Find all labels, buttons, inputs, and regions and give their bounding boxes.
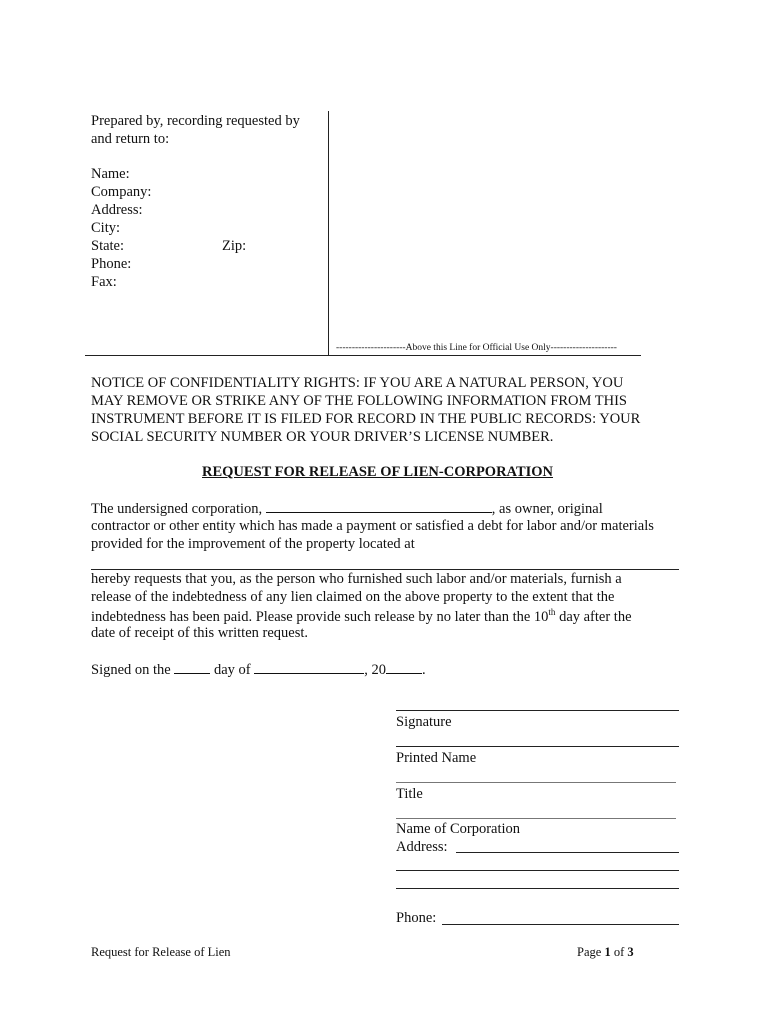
- signed-on-line: [91, 661, 426, 679]
- notice-line1: NOTICE OF CONFIDENTIALITY RIGHTS: IF YOU ARE A NATURAL PERSON, YOU: [91, 375, 624, 391]
- document-title: REQUEST FOR RELEASE OF LIEN-CORPORATION: [202, 464, 554, 480]
- footer-page-num: 1: [604, 945, 611, 959]
- footer-page-total: 3: [627, 945, 634, 959]
- sig-address-label: Address:: [396, 839, 448, 855]
- footer-left: Request for Release of Lien: [91, 945, 231, 959]
- day-blank[interactable]: [174, 661, 210, 674]
- sig-address-line1[interactable]: [456, 852, 679, 853]
- body-p2-line3-a: indebtedness has been paid. Please provide such release by no later than the 10: [91, 608, 549, 625]
- printed-name-line[interactable]: [396, 746, 679, 747]
- body-p1-start: The undersigned corporation,: [91, 501, 263, 517]
- property-location-blank[interactable]: [91, 569, 679, 570]
- signed-end: .: [422, 662, 426, 678]
- body-p2-line1: hereby requests that you, as the person who furnished such labor and/or materials, furnish a: [91, 571, 622, 587]
- prepared-by-line1: Prepared by, recording requested by: [91, 113, 300, 129]
- sig-phone-line[interactable]: [442, 924, 679, 925]
- signed-day-of: day of: [214, 662, 251, 678]
- corporation-label: Name of Corporation: [396, 821, 521, 837]
- body-p2-line4: date of receipt of this written request.: [91, 625, 309, 641]
- body-p1-after-blank: , as owner, original: [491, 501, 603, 517]
- body-p1-line3: provided for the improvement of the property located at: [91, 536, 415, 552]
- address-label: Address:: [91, 202, 143, 218]
- prepared-by-line2: and return to:: [91, 131, 170, 147]
- footer-page-of: of: [610, 945, 628, 959]
- body-p1-line2: contractor or other entity which has made a payment or satisfied a debt for labor and/or materials: [91, 518, 654, 534]
- body-p1-line1: [91, 500, 603, 518]
- signature-line[interactable]: [396, 710, 679, 711]
- body-p2-line3: [91, 607, 632, 626]
- footer-page: [577, 945, 634, 960]
- title-label: Title: [396, 786, 423, 802]
- month-blank[interactable]: [254, 661, 364, 674]
- name-label: Name:: [91, 166, 130, 182]
- corporation-line[interactable]: [396, 818, 676, 819]
- official-use-note: ----------------------Above this Line for Official Use Only---------------------: [336, 343, 617, 353]
- corporation-name-blank[interactable]: [266, 500, 492, 513]
- body-p2-line3-sup: th: [548, 607, 556, 617]
- signature-label: Signature: [396, 714, 452, 730]
- sig-address-line3[interactable]: [396, 888, 679, 889]
- year-blank[interactable]: [386, 661, 422, 674]
- footer-page-prefix: Page: [577, 945, 605, 959]
- header-divider: [328, 111, 329, 355]
- city-label: City:: [91, 220, 121, 236]
- title-line[interactable]: [396, 782, 676, 783]
- printed-name-label: Printed Name: [396, 750, 477, 766]
- fax-label: Fax:: [91, 274, 117, 290]
- signed-year-prefix: , 20: [364, 662, 387, 678]
- state-label: State:: [91, 238, 125, 254]
- body-p2-line3-b: day after the: [555, 608, 632, 625]
- notice-line4: SOCIAL SECURITY NUMBER OR YOUR DRIVER’S LICENSE NUMBER.: [91, 429, 554, 445]
- zip-label: Zip:: [222, 238, 247, 254]
- signed-prefix: Signed on the: [91, 662, 171, 678]
- sig-phone-label: Phone:: [396, 910, 437, 926]
- body-p2-line2: release of the indebtedness of any lien claimed on the above property to the extent that the: [91, 589, 615, 605]
- sig-address-line2[interactable]: [396, 870, 679, 871]
- notice-line3: INSTRUMENT BEFORE IT IS FILED FOR RECORD IN THE PUBLIC RECORDS: YOUR: [91, 411, 641, 427]
- phone-label: Phone:: [91, 256, 132, 272]
- notice-line2: MAY REMOVE OR STRIKE ANY OF THE FOLLOWING INFORMATION FROM THIS: [91, 393, 627, 409]
- company-label: Company:: [91, 184, 152, 200]
- header-bottom-rule: [85, 355, 641, 356]
